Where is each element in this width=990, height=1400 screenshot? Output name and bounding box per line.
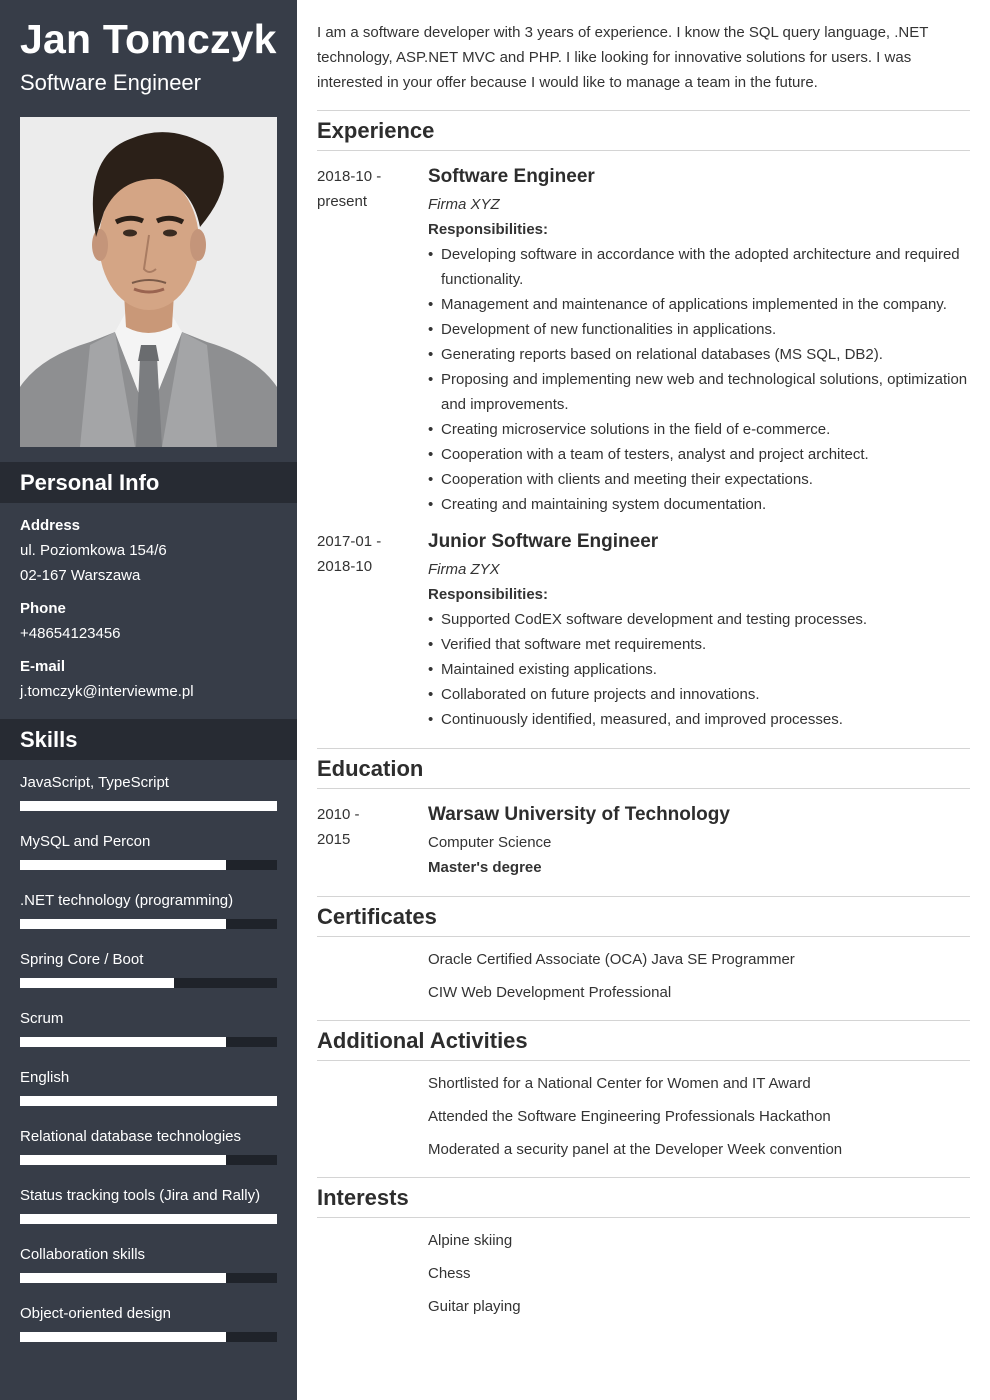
skill-item [20, 1126, 277, 1148]
job-company: Firma XYZ [428, 196, 500, 213]
certificate-item: CIW Web Development Professional [428, 984, 672, 1001]
certificate-item: Oracle Certified Associate (OCA) Java SE Programmer [428, 951, 795, 968]
skill-name: Status tracking tools (Jira and Rally) [20, 1187, 261, 1204]
divider [317, 110, 970, 111]
skill-item [20, 1067, 277, 1089]
education-entry [428, 801, 970, 880]
divider [317, 788, 970, 789]
divider [317, 748, 970, 749]
interests-heading: Interests [317, 1185, 409, 1210]
list-item: • Developing software in accordance with the adopted architecture and required functionality. [428, 242, 970, 292]
skill-level-bar [20, 1273, 277, 1283]
divider [317, 1020, 970, 1021]
skill-item [20, 949, 277, 971]
address-line-2: 02-167 Warszawa [20, 567, 141, 584]
skill-item [20, 1185, 277, 1207]
sidebar [0, 0, 297, 1400]
skill-level-bar [20, 860, 277, 870]
skill-level-fill [20, 1155, 226, 1165]
skill-level-fill [20, 801, 277, 811]
job-date-end: 2018-10 [317, 558, 373, 575]
job-company: Firma ZYX [428, 561, 500, 578]
activity-item: Moderated a security panel at the Developer Week convention [428, 1141, 843, 1158]
skill-item [20, 772, 277, 794]
phone-label: Phone [20, 600, 66, 617]
phone-value: +48654123456 [20, 625, 121, 642]
skills-heading: Skills [0, 719, 297, 760]
skill-level-bar [20, 1096, 277, 1106]
skill-level-bar [20, 919, 277, 929]
skill-name: Relational database technologies [20, 1128, 241, 1145]
list-item: • Cooperation with clients and meeting their expectations. [428, 467, 970, 492]
list-item: • Continuously identified, measured, and improved processes. [428, 707, 970, 732]
list-item: • Generating reports based on relational databases (MS SQL, DB2). [428, 342, 970, 367]
personal-info-heading: Personal Info [0, 462, 297, 503]
certificates-heading: Certificates [317, 904, 437, 929]
skill-level-bar [20, 801, 277, 811]
skill-level-fill [20, 1096, 277, 1106]
list-item: • Creating and maintaining system documentation. [428, 492, 970, 517]
divider [317, 936, 970, 937]
responsibilities-label: Responsibilities: [428, 586, 549, 603]
responsibilities-label: Responsibilities: [428, 221, 549, 238]
activities-heading: Additional Activities [317, 1028, 528, 1053]
list-item: • Creating microservice solutions in the field of e-commerce. [428, 417, 970, 442]
responsibilities-list [428, 607, 970, 732]
list-item: • Maintained existing applications. [428, 657, 970, 682]
skill-level-bar [20, 1332, 277, 1342]
job-date-end: present [317, 193, 368, 210]
skill-item [20, 1008, 277, 1030]
profile-summary: I am a software developer with 3 years of experience. I know the SQL query language, .NET technology, ASP.NET MVC and PHP. I like looking for innovative solutions for users. I was interested in your offer because I would like to manage a team in the future. [317, 24, 929, 91]
school-name: Warsaw University of Technology [428, 804, 730, 825]
list-item: • Supported CodEX software development and testing processes. [428, 607, 970, 632]
list-item: • Proposing and implementing new web and technological solutions, optimization and improvements. [428, 367, 970, 417]
education-heading: Education [317, 756, 424, 781]
candidate-name: Jan Tomczyk [20, 16, 277, 62]
experience-heading: Experience [317, 118, 435, 143]
responsibilities-list [428, 242, 970, 517]
job-date-start: 2017-01 - [317, 533, 382, 550]
address-label: Address [20, 517, 81, 534]
skill-level-fill [20, 1332, 226, 1342]
skill-name: Scrum [20, 1010, 64, 1027]
activity-item: Shortlisted for a National Center for Women and IT Award [428, 1075, 811, 1092]
portrait-illustration [20, 117, 277, 447]
divider [317, 1217, 970, 1218]
skill-level-bar [20, 1155, 277, 1165]
skill-item [20, 1244, 277, 1266]
skill-name: Spring Core / Boot [20, 951, 144, 968]
education-date [317, 802, 417, 852]
skill-name: JavaScript, TypeScript [20, 774, 169, 791]
job-date-start: 2018-10 - [317, 168, 382, 185]
divider [317, 1177, 970, 1178]
skill-level-fill [20, 978, 174, 988]
email-label: E-mail [20, 658, 66, 675]
field-of-study: Computer Science [428, 834, 552, 851]
email-value: j.tomczyk@interviewme.pl [20, 683, 194, 700]
list-item: • Development of new functionalities in applications. [428, 317, 970, 342]
address-line-1: ul. Poziomkowa 154/6 [20, 542, 167, 559]
education-date-start: 2010 - [317, 806, 360, 823]
job-date [317, 164, 417, 214]
degree: Master's degree [428, 859, 542, 876]
skill-item [20, 890, 277, 912]
skill-item [20, 831, 277, 853]
skill-level-fill [20, 1214, 277, 1224]
interest-item: Guitar playing [428, 1298, 521, 1315]
divider [317, 1060, 970, 1061]
job-title: Junior Software Engineer [428, 531, 659, 552]
skill-name: English [20, 1069, 70, 1086]
skill-name: Object-oriented design [20, 1305, 171, 1322]
skill-name: Collaboration skills [20, 1246, 146, 1263]
activity-item: Attended the Software Engineering Professionals Hackathon [428, 1108, 831, 1125]
list-item: • Verified that software met requirements. [428, 632, 970, 657]
list-item: • Management and maintenance of applications implemented in the company. [428, 292, 970, 317]
job-entry [428, 163, 970, 517]
candidate-role: Software Engineer [20, 70, 201, 95]
job-title: Software Engineer [428, 166, 595, 187]
job-date [317, 529, 417, 579]
list-item: • Collaborated on future projects and innovations. [428, 682, 970, 707]
skill-level-bar [20, 978, 277, 988]
skill-level-fill [20, 1273, 226, 1283]
list-item: • Cooperation with a team of testers, analyst and project architect. [428, 442, 970, 467]
skill-level-fill [20, 1037, 226, 1047]
interest-item: Alpine skiing [428, 1232, 513, 1249]
job-entry [428, 528, 970, 732]
education-date-end: 2015 [317, 831, 351, 848]
skill-level-fill [20, 919, 226, 929]
profile-photo [20, 117, 277, 447]
skill-level-bar [20, 1214, 277, 1224]
skill-name: MySQL and Percon [20, 833, 151, 850]
skill-level-bar [20, 1037, 277, 1047]
skill-level-fill [20, 860, 226, 870]
interest-item: Chess [428, 1265, 471, 1282]
divider [317, 896, 970, 897]
divider [317, 150, 970, 151]
skill-item [20, 1303, 277, 1325]
skill-name: .NET technology (programming) [20, 892, 234, 909]
